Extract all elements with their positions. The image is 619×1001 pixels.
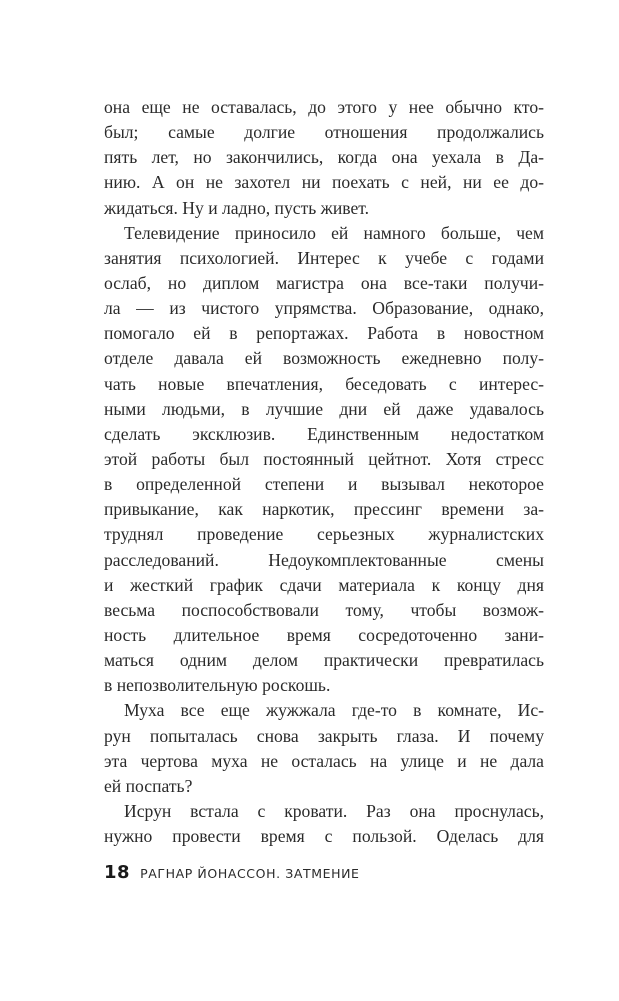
text-line: ла — из чистого упрямства. Образование, однако, <box>104 298 544 319</box>
text-line: пять лет, но закончились, когда она уехала в Да- <box>104 147 544 168</box>
text-line: отделе давала ей возможность ежедневно полу- <box>104 348 544 369</box>
text-line: этой работы был постоянный цейтнот. Хотя стресс <box>104 448 544 469</box>
text-line: привыкание, как наркотик, прессинг времени за- <box>104 499 544 520</box>
text-line: расследований. Недоукомплектованные смены <box>104 549 544 570</box>
text-line: занятия психологией. Интерес к учебе с годами <box>104 247 544 268</box>
page-footer <box>104 862 360 884</box>
text-line: она еще не оставалась, до этого у нее обычно кто- <box>104 97 544 117</box>
text-line: ность длительное время сосредоточенно зани- <box>104 624 544 645</box>
text-line: чать новые впечатления, беседовать с интерес- <box>104 373 544 394</box>
text-line: в непозволительную роскошь. <box>104 675 331 696</box>
text-line: нужно провести время с пользой. Оделась для <box>104 826 544 847</box>
text-line: ными людьми, в лучшие дни ей даже удавалось <box>104 398 544 419</box>
text-line: в определенной степени и вызывал некоторое <box>104 474 544 495</box>
text-line: Муха все еще жужжала где-то в комнате, Ис- <box>124 700 544 721</box>
text-line: эта чертова муха не осталась на улице и не дала <box>104 750 544 771</box>
text-line: маться одним делом практически превратилась <box>104 650 544 671</box>
text-line: ей поспать? <box>104 775 193 796</box>
text-line: Исрун встала с кровати. Раз она проснулась, <box>124 800 544 821</box>
text-line: нию. А он не захотел ни поехать с ней, ни ее до- <box>104 172 544 193</box>
text-line: был; самые долгие отношения продолжались <box>104 122 544 143</box>
text-line: Телевидение приносило ей намного больше, чем <box>124 222 544 243</box>
text-line: ослаб, но диплом магистра она все-таки получи- <box>104 272 544 293</box>
text-line: весьма поспособствовали тому, чтобы возмож- <box>104 599 544 620</box>
text-line: жидаться. Ну и ладно, пусть живет. <box>104 197 370 218</box>
text-line: труднял проведение серьезных журналистских <box>104 524 544 545</box>
page-number: 18 <box>104 862 131 883</box>
text-line: и жесткий график сдачи материала к концу дня <box>104 574 544 595</box>
text-line: рун попыталась снова закрыть глаза. И почему <box>104 725 544 746</box>
text-line: помогало ей в репортажах. Работа в новостном <box>104 323 544 344</box>
body-text <box>104 95 544 849</box>
text-line: сделать эксклюзив. Единственным недостатком <box>104 423 544 444</box>
running-head: РАГНАР ЙОНАССОН. ЗАТМЕНИЕ <box>140 866 360 881</box>
